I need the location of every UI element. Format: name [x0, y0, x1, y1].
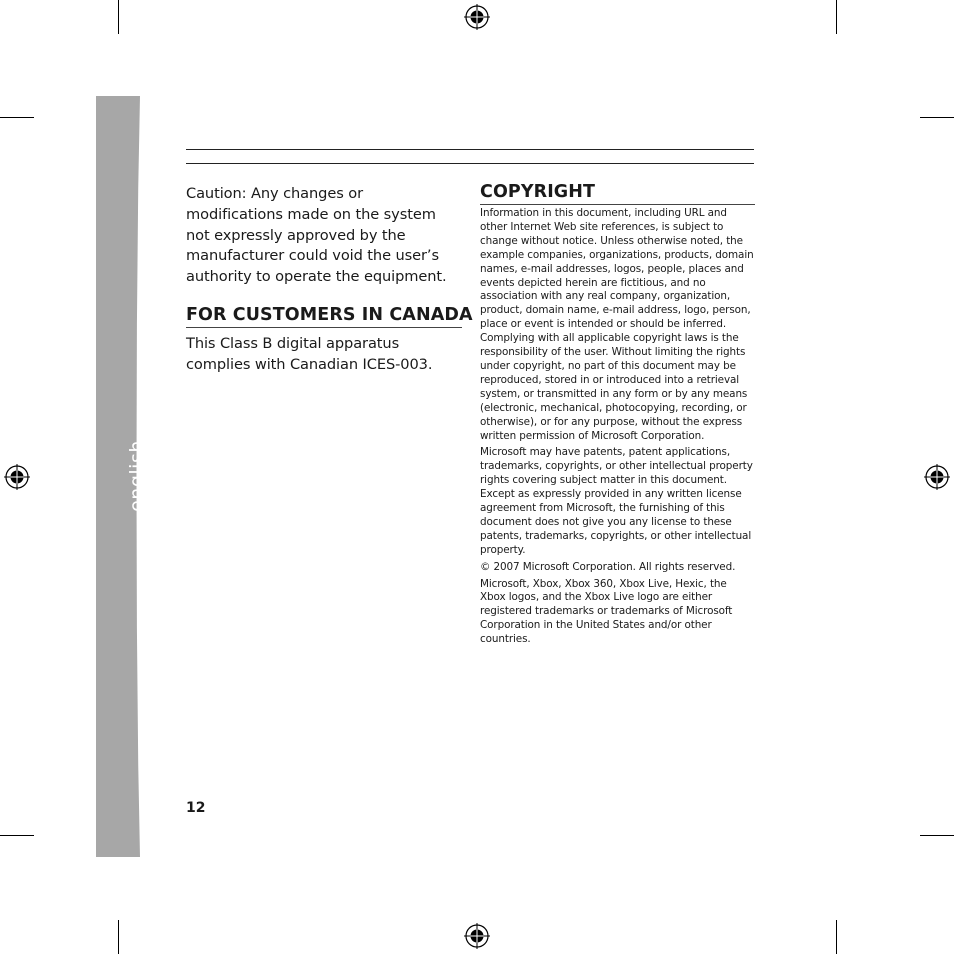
copyright-paragraph-info: Information in this document, including URL and other Internet Web site references, is subject to change without notice. Unless otherwise noted, the example companies, organizations, products, domain names, e-mail addresses, logos, people, places and events depicted herein are fictitious, and no association with any real company, organization, product, domain name, e-mail address, logo, person, place or event is intended or should be inferred. Complying with all applicable copyright laws is the responsibility of the user. Without limiting the rights under copyright, no part of this document may be reproduced, stored in or introduced into a retrieval system, or transmitted in any form or by any means (electronic, mechanical, photocopying, recording, or otherwise), or for any purpose, without the express written permission of Microsoft Corporation.	[480, 207, 754, 442]
crop-mark-icon	[0, 835, 34, 836]
language-label: english	[126, 440, 148, 512]
right-column	[480, 182, 755, 650]
header-rule-bottom	[186, 163, 754, 164]
crop-mark-icon	[118, 920, 119, 954]
registration-mark-icon	[4, 464, 30, 490]
registration-mark-icon	[464, 923, 490, 949]
copyright-heading: COPYRIGHT	[480, 182, 755, 205]
header-rule-top	[186, 149, 754, 150]
crop-mark-icon	[0, 117, 34, 118]
registration-mark-icon	[924, 464, 950, 490]
crop-mark-icon	[920, 117, 954, 118]
crop-mark-icon	[118, 0, 119, 34]
copyright-paragraph-patents: Microsoft may have patents, patent applications, trademarks, copyrights, or other intellectual property rights covering subject matter in this document. Except as expressly provided in any written license agreement from Microsoft, the furnishing of this document does not give you any license to these patents, trademarks, copyrights, or other intellectual property.	[480, 446, 753, 556]
page-number: 12	[186, 800, 206, 816]
canada-heading: FOR CUSTOMERS IN CANADA	[186, 305, 462, 328]
trademarks-paragraph: Microsoft, Xbox, Xbox 360, Xbox Live, Hexic, the Xbox logos, and the Xbox Live logo are either registered trademarks or trademarks of Microsoft Corporation in the United States and/or other countries.	[480, 577, 733, 646]
crop-mark-icon	[836, 920, 837, 954]
crop-mark-icon	[920, 835, 954, 836]
registration-mark-icon	[464, 4, 490, 30]
canada-paragraph: This Class B digital apparatus complies with Canadian ICES-003.	[186, 334, 433, 373]
left-column	[186, 184, 473, 376]
caution-paragraph: Caution: Any changes or modifications made on the system not expressly approved by the manufacturer could void the user’s authority to operate the equipment.	[186, 185, 447, 286]
crop-mark-icon	[836, 0, 837, 34]
copyright-notice: © 2007 Microsoft Corporation. All rights reserved.	[480, 560, 736, 573]
